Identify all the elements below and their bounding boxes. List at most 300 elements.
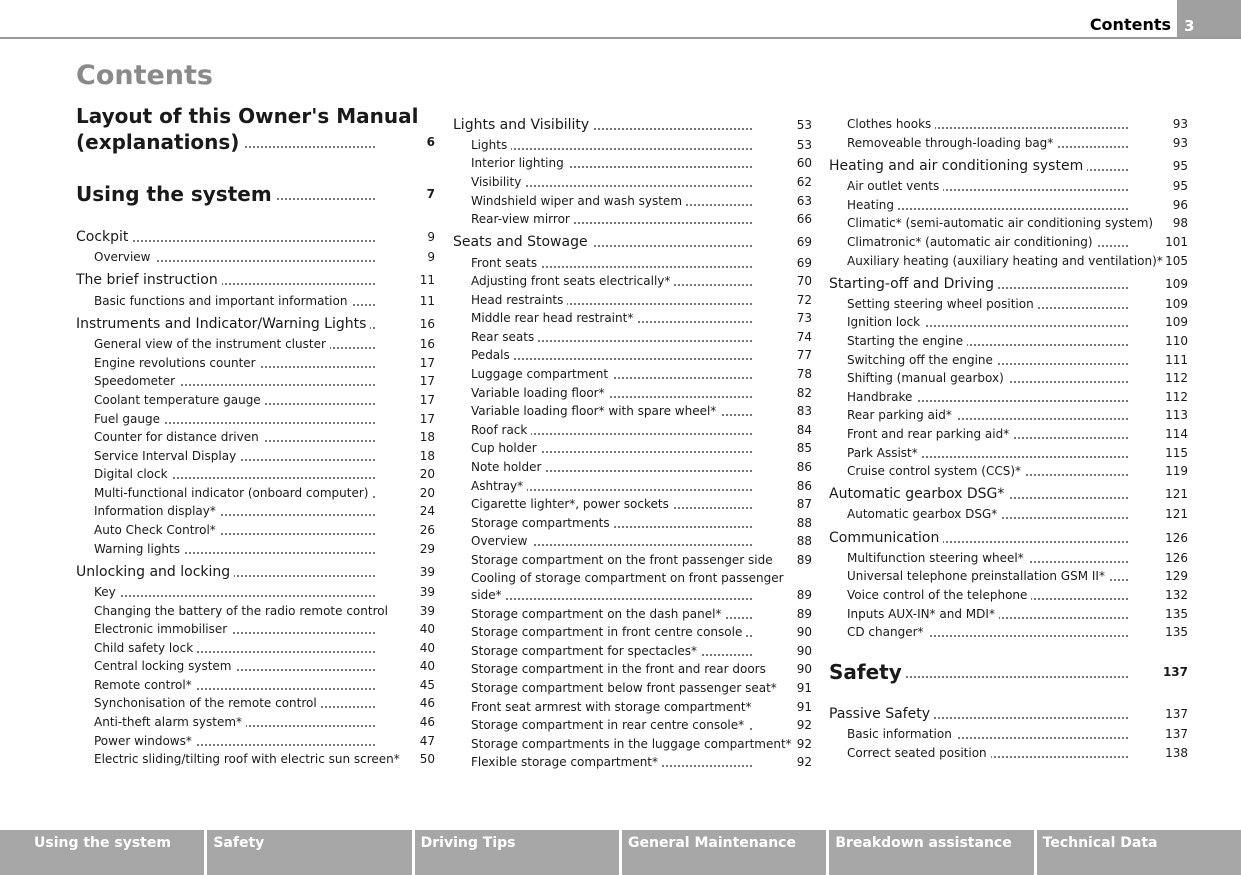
toc-page-number: 90	[796, 644, 812, 658]
toc-entry-title: Variable loading floor* with spare wheel*	[471, 404, 720, 418]
toc-entry[interactable]	[471, 717, 812, 733]
toc-entry-title: Synchonisation of the remote control	[94, 696, 321, 710]
toc-entry[interactable]	[94, 503, 435, 519]
toc-page-number: 109	[1165, 297, 1188, 311]
toc-entry-title: Adjusting front seats electrically*	[471, 274, 674, 288]
toc-entry-title: Ignition lock	[847, 315, 924, 329]
toc-page-number: 92	[796, 737, 812, 751]
toc-entry[interactable]	[94, 751, 435, 767]
toc-page-number: 40	[419, 659, 435, 673]
toc-entry-title: Electronic immobiliser	[94, 622, 231, 636]
toc-entry-title: Storage compartment in the front and rear doors	[471, 662, 770, 676]
toc-page-number: 91	[796, 700, 812, 714]
toc-page-number: 69	[796, 235, 812, 249]
toc-page-number: 18	[419, 430, 435, 444]
toc-page-number: 121	[1165, 487, 1188, 501]
toc-entry[interactable]	[471, 606, 812, 622]
toc-page-number: 129	[1165, 569, 1188, 583]
toc-entry-title: Switching off the engine	[847, 353, 997, 367]
toc-entry-title: Automatic gearbox DSG*	[829, 486, 1008, 502]
toc-page-number: 101	[1165, 235, 1188, 249]
toc-entry[interactable]	[471, 292, 812, 308]
toc-page-number: 74	[796, 330, 812, 344]
toc-entry[interactable]	[829, 706, 1188, 722]
toc-page-number: 135	[1165, 625, 1188, 639]
toc-entry-title: Visibility	[471, 175, 525, 189]
toc-page-number: 86	[796, 460, 812, 474]
toc-entry[interactable]	[94, 336, 435, 352]
toc-leader-dots	[471, 598, 752, 600]
toc-entry[interactable]	[471, 347, 812, 363]
tab-breakdown-assistance[interactable]: Breakdown assistance	[829, 830, 1036, 875]
toc-page-number: 89	[796, 607, 812, 621]
toc-page-number: 96	[1172, 198, 1188, 212]
toc-entry[interactable]	[453, 117, 812, 133]
toc-entry-title: Climatic* (semi-automatic air conditioning system)	[847, 216, 1157, 230]
toc-entry-title: Luggage compartment	[471, 367, 612, 381]
toc-entry[interactable]	[471, 459, 812, 475]
toc-page-number: 90	[796, 662, 812, 676]
toc-entry[interactable]	[471, 552, 812, 568]
toc-entry-title: Key	[94, 585, 120, 599]
toc-page-number: 50	[419, 752, 435, 766]
toc-entry[interactable]	[847, 445, 1188, 461]
toc-entry[interactable]	[471, 533, 812, 549]
toc-entry-title: Climatronic* (automatic air conditioning)	[847, 235, 1097, 249]
toc-page-number: 7	[427, 182, 435, 206]
toc-entry[interactable]	[471, 624, 812, 640]
toc-page-number: 113	[1165, 408, 1188, 422]
toc-entry[interactable]	[847, 178, 1188, 194]
toc-page-number: 53	[796, 138, 812, 152]
toc-entry-title: Storage compartment in rear centre console*	[471, 718, 748, 732]
toc-entry[interactable]	[94, 249, 435, 265]
toc-entry[interactable]	[471, 255, 812, 271]
toc-entry-title: Cockpit	[76, 229, 132, 245]
toc-entry-title: Electric sliding/tilting roof with electric sun screen*	[94, 752, 404, 766]
toc-page-number: 39	[419, 565, 435, 579]
toc-page-number: 39	[419, 604, 435, 618]
toc-entry[interactable]	[94, 695, 435, 711]
toc-entry-title: Layout of this Owner's Manual	[76, 104, 422, 128]
toc-entry[interactable]	[94, 621, 435, 637]
toc-entry[interactable]	[471, 570, 812, 586]
toc-entry[interactable]	[847, 333, 1188, 349]
toc-entry-title: Heating	[847, 198, 898, 212]
toc-entry-title: Front seats	[471, 256, 541, 270]
toc-page-number: 112	[1165, 390, 1188, 404]
toc-entry-title: Cigarette lighter*, power sockets	[471, 497, 673, 511]
toc-page-number: 109	[1165, 315, 1188, 329]
toc-entry[interactable]	[453, 234, 812, 250]
toc-entry-title: Multifunction steering wheel*	[847, 551, 1028, 565]
toc-entry-title: Clothes hooks	[847, 117, 935, 131]
toc-entry-title: side*	[471, 588, 506, 602]
toc-entry-title: Passive Safety	[829, 706, 934, 722]
toc-page-number: 137	[1165, 727, 1188, 741]
toc-entry[interactable]	[847, 606, 1188, 622]
toc-entry[interactable]	[471, 661, 812, 677]
toc-page-number: 9	[427, 230, 435, 244]
toc-entry[interactable]	[94, 429, 435, 445]
toc-entry-title: Cruise control system (CCS)*	[847, 464, 1025, 478]
toc-page-number: 90	[796, 625, 812, 639]
toc-entry-title: Overview	[94, 250, 155, 264]
toc-entry-title: Voice control of the telephone	[847, 588, 1031, 602]
header-title: Contents	[1089, 15, 1171, 34]
toc-page-number: 46	[419, 696, 435, 710]
tab-technical-data[interactable]: Technical Data	[1037, 830, 1241, 875]
tab-driving-tips[interactable]: Driving Tips	[415, 830, 622, 875]
toc-page-number: 93	[1172, 136, 1188, 150]
toc-page-number: 115	[1165, 446, 1188, 460]
tab-using-the-system[interactable]: Using the system	[0, 830, 207, 875]
toc-entry[interactable]	[76, 272, 435, 288]
toc-entry-title: Storage compartment below front passenger seat*	[471, 681, 781, 695]
toc-entry[interactable]	[829, 660, 1188, 684]
toc-entry-title: Storage compartment on the dash panel*	[471, 607, 725, 621]
toc-entry[interactable]	[471, 587, 812, 603]
toc-entry-title: Warning lights	[94, 542, 184, 556]
toc-entry[interactable]	[94, 466, 435, 482]
toc-entry[interactable]	[471, 193, 812, 209]
toc-page-number: 121	[1165, 507, 1188, 521]
toc-entry[interactable]	[847, 370, 1188, 386]
toc-entry[interactable]	[76, 229, 435, 245]
toc-entry-title: Starting-off and Driving	[829, 276, 998, 292]
toc-page-number: 60	[796, 156, 812, 170]
toc-entry[interactable]	[94, 541, 435, 557]
header-rule	[0, 37, 1241, 39]
toc-entry-title: Starting the engine	[847, 334, 967, 348]
toc-entry[interactable]	[94, 355, 435, 371]
toc-leader-dots	[471, 148, 752, 150]
toc-entry-title: Cooling of storage compartment on front passenger	[471, 571, 788, 585]
toc-entry[interactable]	[471, 385, 812, 401]
toc-page-number: 111	[1165, 353, 1188, 367]
toc-entry-title: Removeable through-loading bag*	[847, 136, 1057, 150]
toc-entry[interactable]	[847, 197, 1188, 213]
toc-page-number: 82	[796, 386, 812, 400]
toc-entry-title: Communication	[829, 530, 943, 546]
toc-entry-title: Engine revolutions counter	[94, 356, 260, 370]
toc-page-number: 16	[419, 337, 435, 351]
toc-page-number: 17	[419, 356, 435, 370]
toc-entry-title: Anti-theft alarm system*	[94, 715, 246, 729]
toc-entry[interactable]	[471, 643, 812, 659]
toc-entry-title: Information display*	[94, 504, 220, 518]
toc-page-number: 70	[796, 274, 812, 288]
toc-entry-title: Middle rear head restraint*	[471, 311, 637, 325]
page-title: Contents	[76, 60, 214, 91]
toc-entry-title: Rear-view mirror	[471, 212, 574, 226]
toc-entry[interactable]	[94, 640, 435, 656]
toc-entry[interactable]	[471, 174, 812, 190]
toc-entry[interactable]	[829, 276, 1188, 292]
toc-entry[interactable]	[471, 736, 812, 752]
toc-page-number: 72	[796, 293, 812, 307]
toc-entry[interactable]	[847, 296, 1188, 312]
toc-page-number: 92	[796, 755, 812, 769]
toc-entry[interactable]	[94, 677, 435, 693]
toc-page-number: 17	[419, 412, 435, 426]
toc-entry-title: CD changer*	[847, 625, 928, 639]
toc-entry-title: Using the system	[76, 182, 276, 206]
toc-entry[interactable]	[847, 587, 1188, 603]
toc-entry-title: Rear seats	[471, 330, 538, 344]
toc-page-number: 110	[1165, 334, 1188, 348]
toc-page-number: 63	[796, 194, 812, 208]
toc-page-number: 105	[1165, 254, 1188, 268]
toc-entry-title: Remote control*	[94, 678, 196, 692]
toc-page-number: 92	[796, 718, 812, 732]
toc-page-number: 69	[796, 256, 812, 270]
toc-page-number: 85	[796, 441, 812, 455]
toc-entry-title: Inputs AUX-IN* and MDI*	[847, 607, 999, 621]
toc-entry-title: Central locking system	[94, 659, 235, 673]
toc-entry-title: Changing the battery of the radio remote control	[94, 604, 392, 618]
toc-entry-title: Storage compartments in the luggage compartment*	[471, 737, 796, 751]
toc-page-number: 66	[796, 212, 812, 226]
toc-page-number: 83	[796, 404, 812, 418]
toc-entry-title: Shifting (manual gearbox)	[847, 371, 1008, 385]
toc-entry[interactable]	[76, 182, 435, 206]
toc-entry-title: Fuel gauge	[94, 412, 164, 426]
toc-page-number: 11	[419, 273, 435, 287]
toc-entry[interactable]	[94, 603, 435, 619]
toc-page-number: 137	[1165, 707, 1188, 721]
toc-entry[interactable]	[471, 422, 812, 438]
toc-entry[interactable]	[94, 485, 435, 501]
toc-page-number: 53	[796, 118, 812, 132]
toc-entry-title: Counter for distance driven	[94, 430, 263, 444]
toc-entry-title: Child safety lock	[94, 641, 197, 655]
toc-entry[interactable]	[471, 155, 812, 171]
toc-entry[interactable]	[471, 310, 812, 326]
toc-entry[interactable]	[847, 550, 1188, 566]
toc-entry[interactable]	[471, 366, 812, 382]
toc-page-number: 62	[796, 175, 812, 189]
toc-page-number: 137	[1163, 660, 1188, 684]
toc-page-number: 11	[419, 294, 435, 308]
toc-entry[interactable]	[471, 403, 812, 419]
toc-page-number: 20	[419, 467, 435, 481]
toc-page-number: 95	[1172, 179, 1188, 193]
toc-entry-title: Speedometer	[94, 374, 179, 388]
toc-page-number: 132	[1165, 588, 1188, 602]
toc-entry[interactable]	[471, 137, 812, 153]
toc-entry[interactable]	[76, 564, 435, 580]
toc-entry-title: Overview	[471, 534, 532, 548]
toc-entry-title: Front seat armrest with storage compartment*	[471, 700, 756, 714]
toc-entry-title: Basic functions and important information	[94, 294, 351, 308]
toc-entry[interactable]	[847, 463, 1188, 479]
toc-entry-title: Safety	[829, 660, 906, 684]
toc-entry[interactable]	[471, 273, 812, 289]
toc-entry[interactable]	[847, 407, 1188, 423]
toc-entry-title: Storage compartment for spectacles*	[471, 644, 701, 658]
toc-entry[interactable]	[847, 135, 1188, 151]
toc-entry[interactable]	[847, 389, 1188, 405]
toc-page-number: 77	[796, 348, 812, 362]
toc-entry[interactable]	[471, 329, 812, 345]
toc-entry-title: Rear parking aid*	[847, 408, 956, 422]
toc-entry[interactable]	[847, 506, 1188, 522]
toc-entry-title: Variable loading floor*	[471, 386, 609, 400]
toc-entry[interactable]	[847, 624, 1188, 640]
toc-page-number: 9	[427, 250, 435, 264]
toc-entry-title: Air outlet vents	[847, 179, 943, 193]
toc-page-number: 45	[419, 678, 435, 692]
toc-page-number: 88	[796, 516, 812, 530]
toc-entry[interactable]	[847, 314, 1188, 330]
toc-entry-title: Heating and air conditioning system	[829, 158, 1087, 174]
toc-entry[interactable]	[471, 515, 812, 531]
toc-page-number: 40	[419, 622, 435, 636]
toc-entry-title: Head restraints	[471, 293, 567, 307]
toc-entry-title: Front and rear parking aid*	[847, 427, 1013, 441]
toc-entry-title: Pedals	[471, 348, 514, 362]
toc-entry[interactable]	[76, 104, 435, 128]
toc-entry-title: Coolant temperature gauge	[94, 393, 265, 407]
toc-entry-title: Note holder	[471, 460, 545, 474]
toc-page-number: 95	[1172, 159, 1188, 173]
toc-entry-title: Setting steering wheel position	[847, 297, 1038, 311]
toc-entry-title: Storage compartment on the front passenger side	[471, 553, 777, 567]
toc-page-number: 17	[419, 374, 435, 388]
toc-page-number: 91	[796, 681, 812, 695]
toc-page-number: 112	[1165, 371, 1188, 385]
toc-page-number: 84	[796, 423, 812, 437]
toc-entry[interactable]	[847, 726, 1188, 742]
toc-entry[interactable]	[847, 234, 1188, 250]
toc-entry-title: Handbrake	[847, 390, 916, 404]
toc-entry[interactable]	[94, 714, 435, 730]
toc-entry-title: The brief instruction	[76, 272, 222, 288]
footer-nav	[0, 830, 1241, 875]
toc-page-number: 126	[1165, 551, 1188, 565]
tab-safety[interactable]: Safety	[207, 830, 414, 875]
toc-entry-title: Power windows*	[94, 734, 196, 748]
toc-entry[interactable]	[829, 158, 1188, 174]
toc-entry[interactable]	[94, 522, 435, 538]
toc-entry[interactable]	[829, 530, 1188, 546]
toc-entry[interactable]	[94, 293, 435, 309]
toc-entry-title: Service Interval Display	[94, 449, 240, 463]
toc-entry[interactable]	[847, 745, 1188, 761]
toc-page-number: 17	[419, 393, 435, 407]
toc-page-number: 40	[419, 641, 435, 655]
toc-entry-title: Windshield wiper and wash system	[471, 194, 686, 208]
toc-entry-title: Automatic gearbox DSG*	[847, 507, 1001, 521]
toc-entry-title: General view of the instrument cluster	[94, 337, 330, 351]
toc-page-number: 39	[419, 585, 435, 599]
toc-page-number: 109	[1165, 277, 1188, 291]
toc-entry[interactable]	[471, 478, 812, 494]
toc-page-number: 47	[419, 734, 435, 748]
toc-page-number: 89	[796, 553, 812, 567]
toc-page-number: 73	[796, 311, 812, 325]
toc-entry-title: Universal telephone preinstallation GSM II*	[847, 569, 1109, 583]
toc-entry-title: Basic information	[847, 727, 956, 741]
toc-entry-title: Interior lighting	[471, 156, 568, 170]
toc-page-number: 46	[419, 715, 435, 729]
toc-entry-title: Storage compartments	[471, 516, 614, 530]
toc-leader-dots	[94, 595, 375, 597]
toc-page-number: 126	[1165, 531, 1188, 545]
toc-entry-title: Seats and Stowage	[453, 234, 592, 250]
toc-page-number: 18	[419, 449, 435, 463]
toc-entry[interactable]	[829, 486, 1188, 502]
toc-entry[interactable]	[847, 253, 1188, 269]
toc-page-number: 29	[419, 542, 435, 556]
toc-entry-title: Ashtray*	[471, 479, 527, 493]
toc-entry-title: Unlocking and locking	[76, 564, 234, 580]
toc-page-number: 88	[796, 534, 812, 548]
tab-general-maintenance[interactable]: General Maintenance	[622, 830, 829, 875]
toc-entry[interactable]	[471, 754, 812, 770]
toc-entry-title: Park Assist*	[847, 446, 922, 460]
toc-page-number: 135	[1165, 607, 1188, 621]
toc-entry[interactable]	[847, 352, 1188, 368]
toc-entry[interactable]	[471, 496, 812, 512]
toc-entry[interactable]	[847, 426, 1188, 442]
toc-page-number: 89	[796, 588, 812, 602]
page-number: 3	[1177, 0, 1241, 37]
toc-entry[interactable]	[471, 211, 812, 227]
toc-entry-title: Storage compartment in front centre console	[471, 625, 746, 639]
toc-entry[interactable]	[847, 116, 1188, 132]
toc-entry[interactable]	[94, 658, 435, 674]
toc-entry-title: Digital clock	[94, 467, 172, 481]
toc-entry[interactable]	[847, 215, 1188, 231]
toc-entry[interactable]	[76, 316, 435, 332]
toc-page-number: 78	[796, 367, 812, 381]
toc-page-number: 24	[419, 504, 435, 518]
toc-entry-title: Correct seated position	[847, 746, 991, 760]
toc-page-number: 20	[419, 486, 435, 500]
toc-entry[interactable]	[76, 130, 435, 154]
toc-page-number: 16	[419, 317, 435, 331]
toc-entry-title: Auto Check Control*	[94, 523, 220, 537]
toc-page-number: 93	[1172, 117, 1188, 131]
toc-entry-title: Multi-functional indicator (onboard computer)	[94, 486, 372, 500]
toc-entry-title: Roof rack	[471, 423, 531, 437]
toc-entry[interactable]	[94, 448, 435, 464]
toc-entry[interactable]	[94, 411, 435, 427]
toc-entry-title: Cup holder	[471, 441, 541, 455]
toc-page-number: 138	[1165, 746, 1188, 760]
toc-entry[interactable]	[94, 733, 435, 749]
toc-page-number: 98	[1172, 216, 1188, 230]
toc-entry[interactable]	[471, 699, 812, 715]
toc-page-number: 6	[427, 130, 435, 154]
toc-entry-title: (explanations)	[76, 130, 243, 154]
toc-page-number: 87	[796, 497, 812, 511]
toc-entry[interactable]	[471, 440, 812, 456]
toc-entry[interactable]	[471, 680, 812, 696]
toc-entry-title: Flexible storage compartment*	[471, 755, 662, 769]
toc-entry[interactable]	[94, 392, 435, 408]
toc-entry[interactable]	[94, 373, 435, 389]
toc-entry[interactable]	[847, 568, 1188, 584]
toc-page-number: 26	[419, 523, 435, 537]
toc-page-number: 119	[1165, 464, 1188, 478]
toc-page-number: 114	[1165, 427, 1188, 441]
toc-entry[interactable]	[94, 584, 435, 600]
toc-entry-title: Auxiliary heating (auxiliary heating and ventilation)*	[847, 254, 1167, 268]
toc-page-number: 86	[796, 479, 812, 493]
